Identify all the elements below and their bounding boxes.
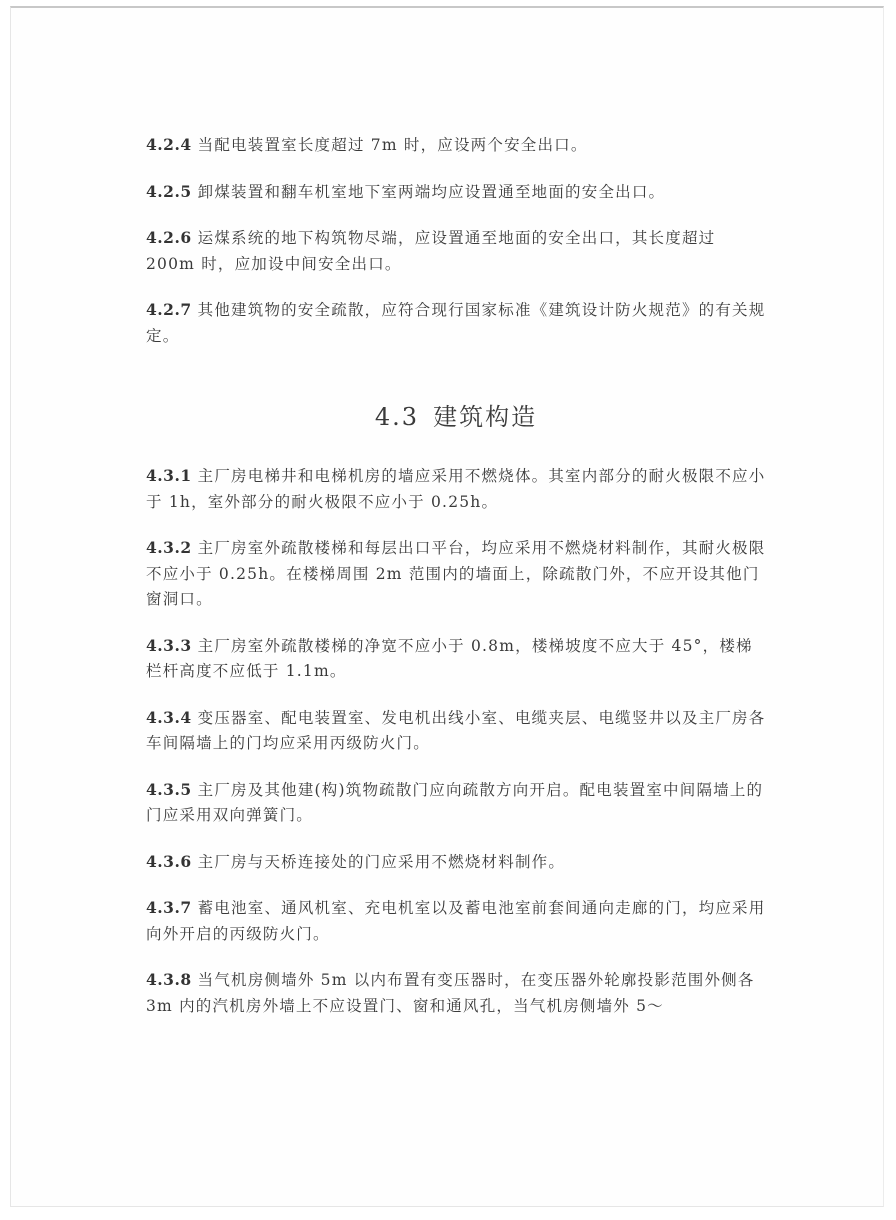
clause-text: 卸煤装置和翻车机室地下室两端均应设置通至地面的安全出口。 <box>197 182 666 201</box>
section-number: 4.3 <box>374 403 420 431</box>
clause-number: 4.2.7 <box>146 300 192 319</box>
clause-number: 4.3.6 <box>146 851 192 871</box>
page-content <box>146 132 766 1039</box>
clause-4-3-2 <box>146 535 766 613</box>
clause-4-3-1 <box>146 463 766 515</box>
clause-4-3-6 <box>146 849 766 876</box>
clause-4-2-5 <box>146 179 766 206</box>
clause-4-3-4 <box>146 705 766 757</box>
clause-number: 4.3.1 <box>146 466 192 485</box>
clause-text: 主厂房室外疏散楼梯的净宽不应小于 0.8m，楼梯坡度不应大于 45°，楼梯栏杆高度不应低于 1.1m。 <box>146 636 753 680</box>
clause-4-3-5 <box>146 777 766 829</box>
clause-4-2-4 <box>146 132 766 159</box>
clause-4-2-6 <box>146 225 766 277</box>
clause-number: 4.2.4 <box>146 135 192 154</box>
clause-text: 当气机房侧墙外 5m 以内布置有变压器时，在变压器外轮廓投影范围外侧各 3m 内的汽机房外墙上不应设置门、窗和通风孔，当气机房侧墙外 5～ <box>146 971 755 1015</box>
clause-text: 蓄电池室、通风机室、充电机室以及蓄电池室前套间通向走廊的门，均应采用向外开启的丙级防火门。 <box>146 899 766 943</box>
clause-4-3-3 <box>146 633 766 685</box>
clause-4-3-8 <box>146 967 766 1019</box>
clause-text: 主厂房及其他建(构)筑物疏散门应向疏散方向开启。配电装置室中间隔墙上的门应采用双向弹簧门。 <box>146 780 764 824</box>
document-page <box>10 6 884 1207</box>
clause-4-3-7 <box>146 895 766 947</box>
clause-text: 运煤系统的地下构筑物尽端，应设置通至地面的安全出口，其长度超过 200m 时，应加设中间安全出口。 <box>146 229 716 273</box>
clause-text: 主厂房与天桥连接处的门应采用不燃烧材料制作。 <box>197 852 566 871</box>
clause-text: 主厂房电梯井和电梯机房的墙应采用不燃烧体。其室内部分的耐火极限不应小于 1h，室外部分的耐火极限不应小于 0.25h。 <box>146 467 766 511</box>
clause-number: 4.3.7 <box>146 898 192 917</box>
section-heading <box>146 401 766 433</box>
clause-4-2-7 <box>146 297 766 349</box>
clause-text: 变压器室、配电装置室、发电机出线小室、电缆夹层、电缆竖井以及主厂房各车间隔墙上的门均应采用丙级防火门。 <box>146 708 766 752</box>
clause-number: 4.3.3 <box>146 635 192 655</box>
section-title: 建筑构造 <box>433 403 538 431</box>
clause-text: 主厂房室外疏散楼梯和每层出口平台，均应采用不燃烧材料制作，其耐火极限不应小于 0.25h。在楼梯周围 2m 范围内的墙面上，除疏散门外，不应开设其他门窗洞口。 <box>146 539 766 608</box>
clause-number: 4.3.5 <box>146 779 192 799</box>
clause-number: 4.3.4 <box>146 707 192 727</box>
clause-number: 4.3.8 <box>146 970 192 989</box>
clause-number: 4.3.2 <box>146 538 192 557</box>
clause-number: 4.2.5 <box>146 181 192 201</box>
clause-number: 4.2.6 <box>146 228 192 247</box>
clause-text: 其他建筑物的安全疏散，应符合现行国家标准《建筑设计防火规范》的有关规定。 <box>146 301 766 345</box>
clause-text: 当配电装置室长度超过 7m 时，应设两个安全出口。 <box>197 136 588 154</box>
